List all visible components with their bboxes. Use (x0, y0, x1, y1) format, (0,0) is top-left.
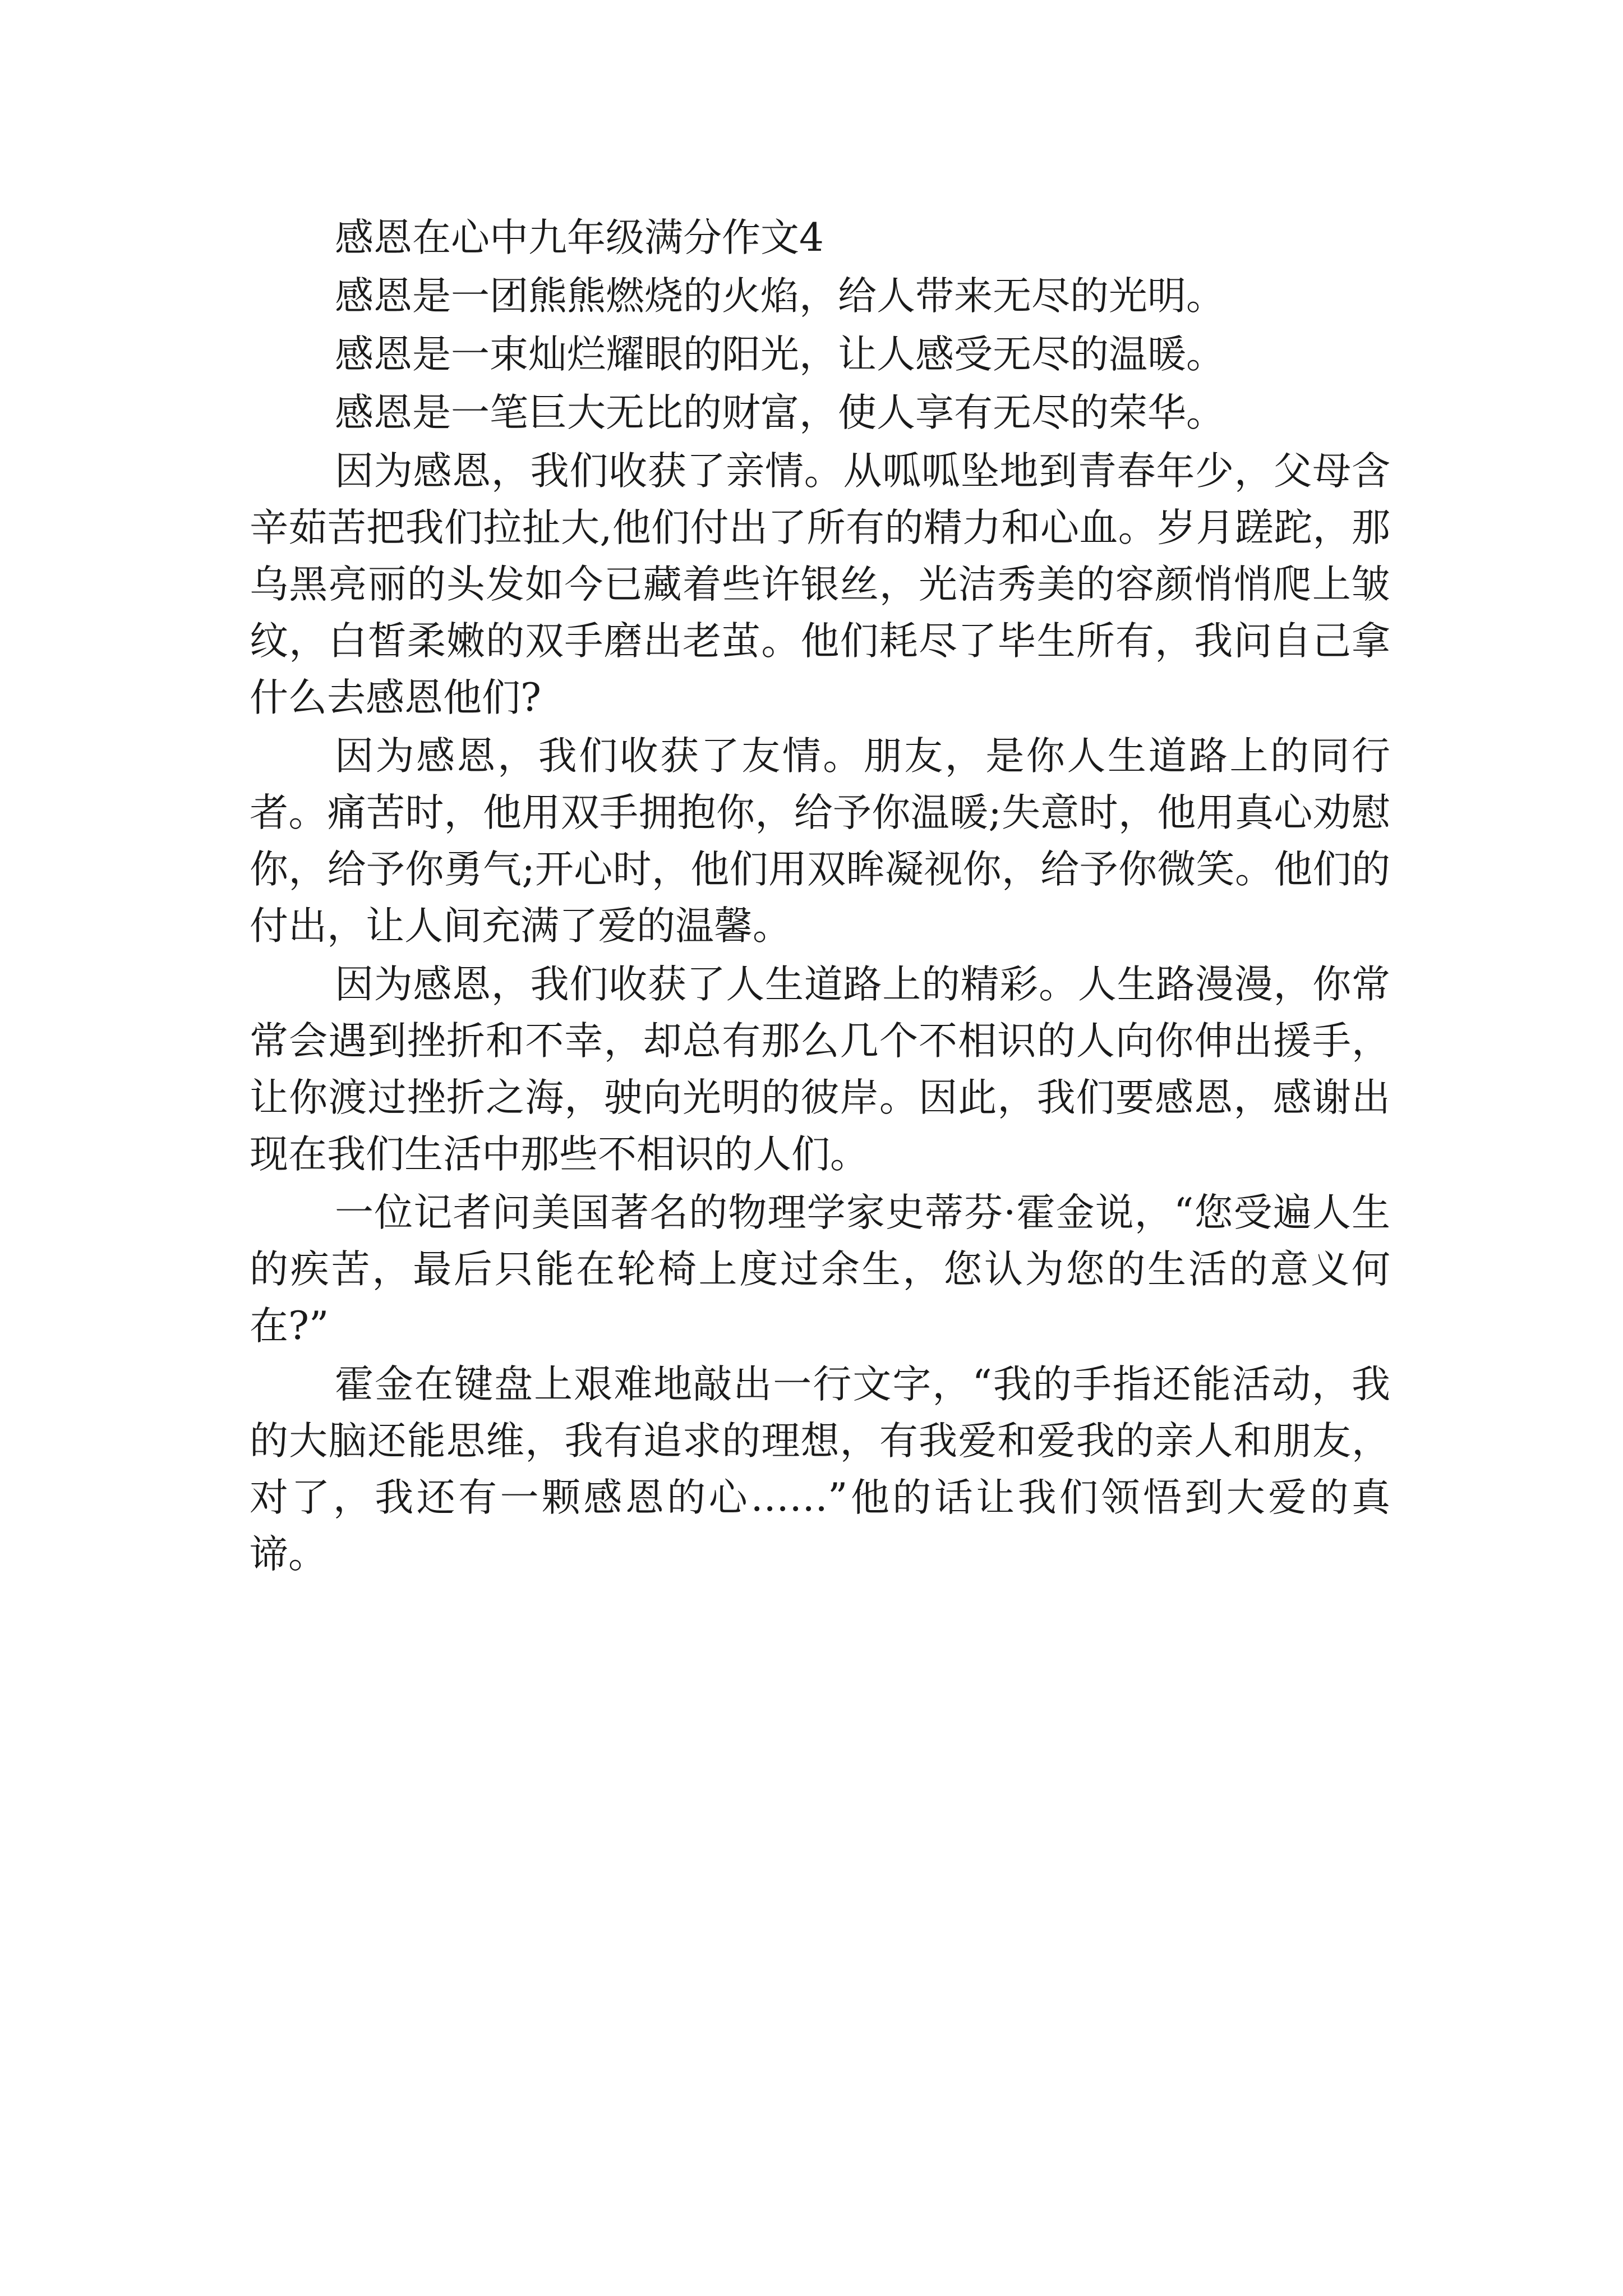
paragraph-7: 一位记者问美国著名的物理学家史蒂芬·霍金说，“您受遍人生的疾苦，最后只能在轮椅上度过余生，您认为您的生活的意义何在?” (250, 1190, 1390, 1349)
paragraph-4: 因为感恩，我们收获了亲情。从呱呱坠地到青春年少，父母含辛茹苦把我们拉扯大,他们付出了所有的精力和心血。岁月蹉跎，那乌黑亮丽的头发如今已藏着些许银丝，光洁秀美的容颜悄悄爬上皱纹，白皙柔嫩的双手磨出老茧。他们耗尽了毕生所有，我问自己拿什么去感恩他们? (250, 449, 1390, 720)
paragraph-1: 感恩是一团熊熊燃烧的火焰，给人带来无尽的光明。 (335, 274, 1225, 319)
paragraph-2: 感恩是一束灿烂耀眼的阳光，让人感受无尽的温暖。 (335, 332, 1225, 377)
paragraph-6: 因为感恩，我们收获了人生道路上的精彩。人生路漫漫，你常常会遇到挫折和不幸，却总有那么几个不相识的人向你伸出援手，让你渡过挫折之海，驶向光明的彼岸。因此，我们要感恩，感谢出现在我们生活中那些不相识的人们。 (250, 962, 1390, 1177)
paragraph-8: 霍金在键盘上艰难地敲出一行文字，“我的手指还能活动，我的大脑还能思维，我有追求的理想，有我爱和爱我的亲人和朋友，对了，我还有一颗感恩的心……”他的话让我们领悟到大爱的真谛。 (250, 1362, 1390, 1577)
essay-title: 感恩在心中九年级满分作文4 (335, 215, 824, 260)
paragraph-3: 感恩是一笔巨大无比的财富，使人享有无尽的荣华。 (335, 390, 1225, 435)
paragraph-5: 因为感恩，我们收获了友情。朋友，是你人生道路上的同行者。痛苦时，他用双手拥抱你，给予你温暖;失意时，他用真心劝慰你，给予你勇气;开心时，他们用双眸凝视你，给予你微笑。他们的付出，让人间充满了爱的温馨。 (250, 734, 1390, 949)
essay-body (250, 210, 1390, 1583)
